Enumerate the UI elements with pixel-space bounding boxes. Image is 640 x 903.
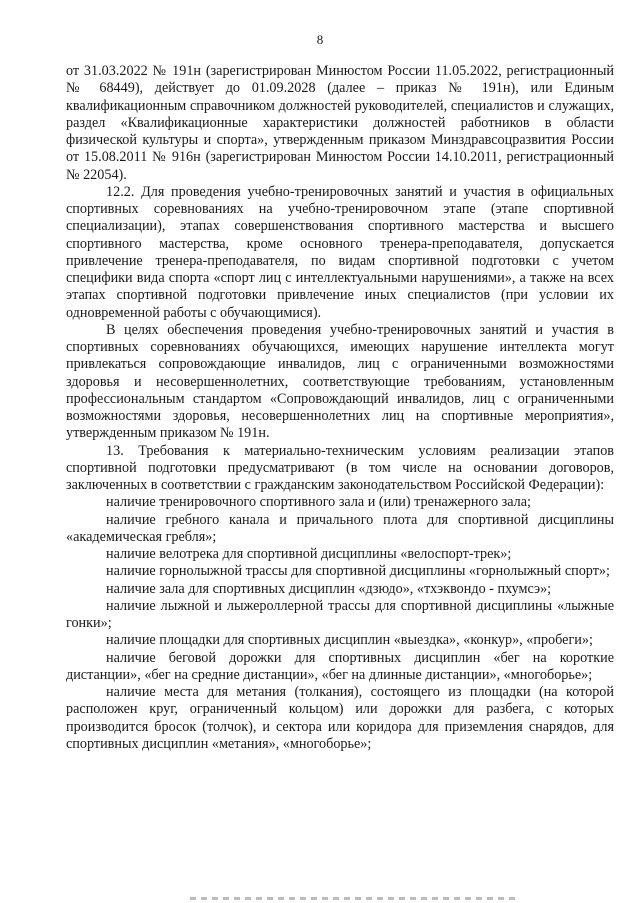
list-item: наличие беговой дорожки для спортивных дисциплин «бег на короткие дистанции», «бег на средние дистанции», «бег на длинные дистанции», «многоборье»;: [66, 649, 614, 683]
list-item: наличие места для метания (толкания), состоящего из площадки (на которой расположен круг, ограниченный кольцом) или дорожки для разбега, с которых производится бросок (толчок), и сектора или коридора для приземления снарядов, для спортивных дисциплин «метания», «многоборье»;: [66, 684, 614, 752]
list-item: наличие гребного канала и причального плота для спортивной дисциплины «академическая гребля»;: [66, 511, 614, 545]
list-item: наличие площадки для спортивных дисциплин «выездка», «конкур», «пробеги»;: [106, 632, 593, 649]
list-item: наличие горнолыжной трассы для спортивной дисциплины «горнолыжный спорт»;: [106, 563, 610, 580]
scan-edge-artifact: [190, 897, 520, 900]
paragraph-3: В целях обеспечения проведения учебно-тренировочных занятий и участия в спортивных соревнованиях обучающихся, имеющих нарушение интеллекта могут привлекаться сопровождающие инвалидов, лиц с ограниченными возможностями здоровья и несовершеннолетних, соответствующие требованиям, установленным профессиональным стандартом «Сопровождающий инвалидов, лиц с ограниченными возможностями здоровья, несовершеннолетних лиц на спортивные мероприятия», утвержденным приказом № 191н.: [66, 321, 614, 442]
body-text: [66, 63, 614, 753]
list-item: наличие лыжной и лыжероллерной трассы для спортивной дисциплины «лыжные гонки»;: [66, 597, 614, 631]
paragraph-1: от 31.03.2022 № 191н (зарегистрирован Минюстом России 11.05.2022, регистрационный № 68449), действует до 01.09.2028 (далее – приказ № 191н), или Единым квалификационным справочником должностей руководителей, специалистов и служащих, раздел «Квалификационные характеристики должностей работников в области физической культуры и спорта», утвержденным приказом Минздравсоцразвития России от 15.08.2011 № 916н (зарегистрирован Минюстом России 14.10.2011, регистрационный № 22054).: [66, 63, 614, 183]
list-item: наличие тренировочного спортивного зала и (или) тренажерного зала;: [106, 494, 531, 511]
list-item: наличие велотрека для спортивной дисциплины «велоспорт-трек»;: [106, 546, 512, 562]
paragraph-4: 13. Требования к материально-техническим условиям реализации этапов спортивной подготовки предусматривают (в том числе на основании договоров, заключенных в соответствии с гражданским законодательством Российской Федерации):: [66, 442, 614, 493]
page-number: 8: [316, 32, 324, 47]
list-item: наличие зала для спортивных дисциплин «дзюдо», «тхэквондо - пхумсэ»;: [106, 580, 552, 597]
paragraph-2: 12.2. Для проведения учебно-тренировочных занятий и участия в официальных спортивных соревнованиях на учебно-тренировочном этапе (этапе спортивной специализации), этапах совершенствования спортивного мастерства и высшего спортивного мастерства, кроме основного тренера-преподавателя, допускается привлечение тренера-преподавателя, по видам спортивной подготовки с учетом специфики вида спорта «спорт лиц с интеллектуальными нарушениями», а также на всех этапах спортивной подготовки привлечение иных специалистов (при условии их одновременной работы с обучающимися).: [66, 183, 614, 321]
